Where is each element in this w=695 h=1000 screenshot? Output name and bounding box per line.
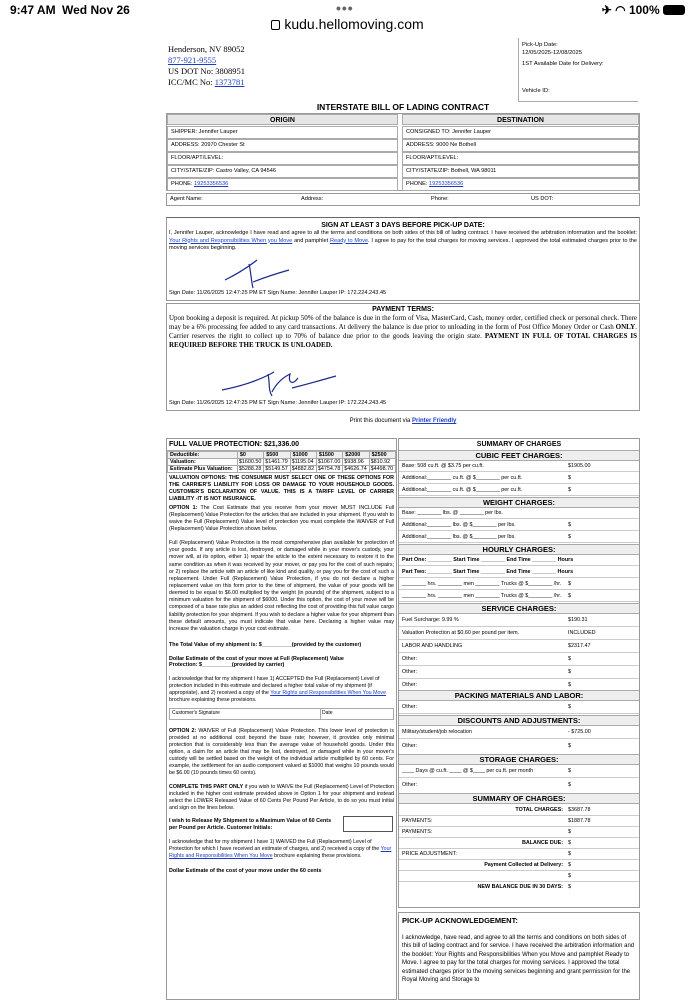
collected-row [399, 860, 639, 871]
service-value-3: $ [568, 656, 571, 662]
discount-row-1 [399, 741, 639, 753]
destination-phone-link[interactable]: 19253356536 [429, 181, 464, 187]
sign-line-2: Sign Date: 11/26/2025 12:47:25 PM ET Sign Name: Jennifer Lauper IP: 172.224.243.45 [169, 400, 387, 406]
company-iccmc-link[interactable]: 1373781 [214, 77, 245, 88]
new-balance-row [399, 882, 639, 893]
service-label-4: Other: [402, 669, 417, 675]
new-balance-value: $ [568, 884, 571, 890]
signature-2 [212, 364, 342, 402]
url-text: kudu.hellomoving.com [284, 16, 424, 32]
origin-address: ADDRESS: 20970 Chester St [167, 139, 398, 152]
summary2-rows [399, 804, 639, 900]
destination-consigned: CONSIGNED TO: Jennifer Lauper [402, 126, 639, 139]
company-address: Henderson, NV 89052 [168, 44, 245, 54]
fvp-h4: $1500 [316, 452, 342, 459]
discount-row-0 [399, 727, 639, 739]
signature-1 [217, 252, 307, 292]
packing-row-0 [399, 702, 639, 714]
discounts-rows [399, 726, 639, 754]
summary2-header: SUMMARY OF CHARGES: [399, 793, 639, 804]
sign-title: SIGN AT LEAST 3 DAYS BEFORE PICK-UP DATE: [321, 222, 485, 229]
origin-shipper: SHIPPER: Jennifer Lauper [167, 126, 398, 139]
pickup-ack-text: I acknowledge, have read, and agree to all the terms and conditions on both sides of this bill of lading contract and for service. I have received the arbitration information and the booklet: Your Rights and Responsibilities When you Move and pamphlet Ready to Move. I agree to pay for the total charges for moving services. I approved the total estimated charges prior to the moving services beginning and grant permission for the Royal Moving and Storage to [402, 935, 635, 983]
company-info [168, 38, 245, 88]
service-header: SERVICE CHARGES: [399, 603, 639, 614]
agent-phone: Phone: [431, 196, 449, 202]
fvp-e5: $4626.74 [343, 466, 369, 473]
ack-2-text-2: brochure explaining these provisions. [272, 852, 362, 859]
sign-section [166, 217, 640, 301]
blank-row [399, 871, 639, 882]
option-2 [167, 720, 396, 778]
price-adj-label: PRICE ADJUSTMENT: [402, 851, 457, 857]
option-1-label: OPTION 1: [169, 504, 198, 511]
fvp-v5: $938.96 [343, 459, 369, 466]
printer-friendly-link[interactable]: Printer Friendly [412, 418, 457, 424]
pickup-dates: 12/05/2025-12/08/2025 [522, 49, 582, 56]
payments-value-1: $ [568, 829, 571, 835]
service-value-4: $ [568, 669, 571, 675]
payment-title: PAYMENT TERMS: [372, 306, 434, 313]
fvp-table [167, 451, 396, 473]
origin-phone-cell [167, 178, 398, 191]
contract-title: INTERSTATE BILL OF LADING CONTRACT [316, 102, 490, 112]
service-row-0 [399, 615, 639, 627]
company-usdot: US DOT No: 3808951 [168, 66, 246, 77]
destination-address: ADDRESS: 9000 Ne Bothell [402, 139, 639, 152]
cubic-value-2: $ [568, 487, 571, 493]
cubic-row-2 [399, 485, 639, 496]
balance-label: BALANCE DUE: [521, 840, 563, 846]
status-date: Wed Nov 26 [62, 3, 130, 17]
service-row-3 [399, 654, 639, 666]
price-adj-value: $ [568, 851, 571, 857]
airplane-icon: ✈ [601, 3, 612, 17]
payments-label-0: PAYMENTS: [402, 818, 433, 824]
print-text: Print this document via [349, 418, 413, 424]
hourly-row-0 [399, 555, 639, 566]
rights-link-2[interactable]: Your Rights and Responsibilities When You Move [270, 690, 387, 697]
sign-text-3: . I agree to pay for the total charges for moving services. I approved the total estimated charges prior to the moving services beginning. [169, 237, 637, 252]
company-phone-link[interactable]: 877-921-9555 [168, 55, 217, 66]
battery-percent: 100% [628, 3, 660, 17]
weight-value-1: $ [568, 522, 571, 528]
fvp-h2: $500 [264, 452, 290, 459]
hourly-row-2 [399, 579, 639, 590]
weight-label-2: Additional:________ lbs. @ $________ per lbs. [402, 534, 516, 540]
fvp-e-label: Estimate Plus Valuation: [168, 466, 238, 473]
payments-value-0: $1887.78 [568, 818, 591, 824]
dollar-estimate-line: Dollar Estimate of the cost of your move at Full (Replacement) Value Protection: $__________(provided by carrier) [169, 655, 344, 668]
weight-label-0: Base: ________ lbs. @ ________ per lbs. [402, 510, 503, 516]
origin-phone-link[interactable]: 19253356536 [194, 181, 229, 187]
cubic-value-1: $ [568, 475, 571, 481]
weight-label-1: Additional:________ lbs. @ $________ per lbs. [402, 522, 516, 528]
destination-phone-label: PHONE: [406, 181, 428, 187]
fvp-h5: $2000 [343, 452, 369, 459]
ack-1-text: I acknowledge that for my shipment I have 1) ACCEPTED the Full (Replacement) Level of protection included in this estimate and declared a higher total value of my shipment (if appropriate), and 2) received a copy of the [169, 675, 380, 697]
summary-title: SUMMARY OF CHARGES [476, 441, 562, 448]
service-row-1 [399, 628, 639, 640]
complete-bold: COMPLETE THIS PART ONLY [169, 783, 244, 790]
hourly-label-0: Part One: ________ Start Time ________ End Time ________ Hours [402, 557, 574, 563]
battery-icon [663, 5, 685, 15]
service-label-2: LABOR AND HANDLING [402, 643, 463, 649]
service-value-0: $190.31 [568, 617, 588, 623]
ack-2-text: I acknowledge that for my shipment I have 1) WAIVED the Full (Replacement) Level of Protection for which I have received an estimate of charges, and 2) received a copy of the [169, 838, 381, 852]
hourly-value-3: $ [568, 593, 571, 599]
fvp-v2: $1461.79 [264, 459, 290, 466]
discount-label-1: Other: [402, 743, 417, 749]
storage-value-1: $ [568, 782, 571, 788]
new-balance-label: NEW BALANCE DUE IN 30 DAYS: [477, 884, 563, 890]
packing-value-0: $ [568, 704, 571, 710]
sign-text [167, 229, 639, 254]
payments-row-0 [399, 816, 639, 827]
fvp-h6: $2500 [369, 452, 395, 459]
fvp-v0: Valuation: [168, 459, 238, 466]
balance-row [399, 838, 639, 849]
weight-header: WEIGHT CHARGES: [399, 497, 639, 508]
agent-address: Address: [301, 196, 324, 202]
destination-floor: FLOOR/APT/LEVEL: [402, 152, 639, 165]
blank-value: $ [568, 873, 571, 879]
cubic-header: CUBIC FEET CHARGES: [399, 450, 639, 461]
hourly-row-3 [399, 591, 639, 602]
cubic-row-0 [399, 461, 639, 472]
packing-header: PACKING MATERIALS AND LABOR: [399, 690, 639, 701]
multitask-dots-icon[interactable]: ••• [336, 0, 354, 16]
packing-label-0: Other: [402, 704, 417, 710]
fvp-title: FULL VALUE PROTECTION: $21,336.00 [167, 439, 396, 451]
hourly-label-2: ________ hrs. ________ men ________ Trucks @ $________ /hr. [402, 581, 562, 587]
lock-icon [271, 20, 280, 30]
fvp-v6: $810.92 [369, 459, 395, 466]
weight-row-2 [399, 532, 639, 543]
total-label: TOTAL CHARGES: [515, 807, 563, 813]
storage-header: STORAGE CHARGES: [399, 754, 639, 765]
cubic-label-0: Base: 508 cu.ft. @ $3.75 per cu.ft. [402, 463, 484, 469]
print-line [166, 418, 640, 424]
summary-section [398, 438, 640, 908]
origin-title: ORIGIN [167, 114, 398, 125]
origin-floor: FLOOR/APT/LEVEL: [167, 152, 398, 165]
fvp-e4: $4754.78 [316, 466, 342, 473]
storage-label-1: Other: [402, 782, 417, 788]
rights-link-3[interactable]: Your Rights and Responsibilities When You Move [169, 845, 392, 859]
payment-section [166, 303, 640, 411]
complete-part [167, 778, 396, 813]
storage-value-0: $ [568, 768, 571, 774]
service-row-2 [399, 641, 639, 653]
ack-1 [167, 668, 396, 705]
fvp-h1: $0 [237, 452, 263, 459]
destination-phone-cell [402, 178, 639, 191]
sign-text-1: I, Jennifer Lauper, acknowledge I have read and agree to all the terms and conditions on both sides of this bill of lading contract. I have received the arbitration information and the booklet: [169, 230, 637, 236]
status-right [602, 3, 685, 17]
payment-text-2: . Carrier reserves the right to collect up to 70% of balance due prior to the goods leaving the origin state. [169, 323, 637, 341]
pickup-ack-title: PICK-UP ACKNOWLEDGEMENT: [402, 916, 518, 925]
fvp-v1: $1600.50 [237, 459, 263, 466]
payment-text-1: Upon booking a deposit is required. At pickup 50% of the balance is due in the form of Visa, MasterCard, Cash, money order, certified check or personal check. There may be a 6% processing fee added to any card transactions. At delivery the balance is due prior to unloading in the form of Post Office Money Order or Cash [169, 314, 637, 332]
agent-usdot: US DOT: [531, 196, 554, 202]
service-value-2: $2317.47 [568, 643, 591, 649]
origin-destination-table [166, 113, 640, 191]
service-label-5: Other: [402, 682, 417, 688]
service-value-5: $ [568, 682, 571, 688]
release-row [167, 812, 396, 833]
fvp-v4: $1067.00 [316, 459, 342, 466]
service-row-4 [399, 667, 639, 679]
storage-label-0: ____ Days @ cu.ft. ____ @ $____ per cu.ft. per month [402, 768, 534, 774]
agent-name: Agent Name: [170, 196, 203, 202]
payment-bold: PAYMENT IN FULL OF TOTAL CHARGES IS REQUIRED BEFORE THE TRUCK IS UNLOADED. [169, 332, 637, 350]
fvp-e1: $5288.28 [237, 466, 263, 473]
destination-title: DESTINATION [402, 114, 639, 125]
cubic-label-1: Additional:________ cu.ft. @ $________ per cu.ft. [402, 475, 523, 481]
service-rows [399, 614, 639, 690]
hourly-value-2: $ [568, 581, 571, 587]
service-row-5 [399, 680, 639, 692]
payment-text [167, 313, 639, 351]
weight-rows [399, 508, 639, 544]
balance-value: $ [568, 840, 571, 846]
price-adj-row [399, 849, 639, 860]
company-iccmc-label: ICC/MC No: [168, 77, 213, 88]
first-available-label: 1ST Available Date for Delivery: [522, 60, 604, 67]
payments-label-1: PAYMENTS: [402, 829, 433, 835]
discount-value-1: $ [568, 743, 571, 749]
url-bar[interactable] [0, 16, 695, 38]
valuation-options: VALUATION OPTIONS: THE CONSUMER MUST SELECT ONE OF THESE OPTIONS FOR THE CARRIER'S LIABILITY FOR LOSS OR DAMAGE TO YOUR HOUSEHOLD GOODS. CUSTOMER'S DECLARATION OF VALUE. THIS IS A TARIFF LEVEL OF CARRIER LIABILITY -IT IS NOT INSURANCE. [169, 475, 394, 503]
service-label-0: Fuel Surcharge: 9.99 % [402, 617, 459, 623]
packing-rows [399, 701, 639, 715]
payments-row-1 [399, 827, 639, 838]
storage-rows [399, 765, 639, 793]
service-label-1: Valuation Protection at $0.60 per pound per item. [402, 630, 520, 636]
total-value-line: The Total Value of my shipment is: $__________(provided by the customer) [169, 641, 362, 648]
agent-row [166, 193, 640, 206]
cubic-value-0: $1905.00 [568, 463, 591, 469]
option-1-text: The Cost Estimate that you receive from your mover MUST INCLUDE Full (Replacement) Value Protection for the articles that are included in your shipment. If you wish to waive the Full (Replacement) Value level of protection you must complete the WAIVER of Full (Replacement) Value Protection shown below. [169, 504, 394, 532]
release-text: I wish to Release My Shipment to a Maximum Value of 60 Cents per Pound per Article. Customer Initials: [169, 818, 332, 832]
fvp-e3: $4882.82 [290, 466, 316, 473]
collected-label: Payment Collected at Delivery: [484, 862, 563, 868]
storage-row-1 [399, 780, 639, 792]
ready-to-move-link[interactable]: Ready to Move [329, 237, 369, 244]
fvp-e6: $4498.70 [369, 466, 395, 473]
pickup-label: Pick-Up Date: [522, 42, 558, 48]
sign-line-1: Sign Date: 11/26/2025 12:47:25 PM ET Sign Name: Jennifer Lauper IP: 172.224.243.45 [169, 290, 387, 296]
option-2-text: WAIVER of Full (Replacement) Value Protection. This lower level of protection is provided at no additional cost beyond the base rate; however, it provides only minimal protection that is considerably less than the average value of household goods. Under this option, a claim for an article that may be lost, destroyed, or damaged while in your mover's custody will be settled based on the weight of the individual article multiplied by 60 cents. For example, the settlement for an audio component valued at $1000 that weighs 10 pounds would be $6.00 (10 pounds times 60 cents). [169, 727, 394, 777]
dollar-estimate-2: Dollar Estimate of the cost of your move under the 60 cents [169, 868, 322, 875]
weight-row-0 [399, 508, 639, 519]
fvp-h0: Deductible: [168, 452, 238, 459]
complete-text: if you wish to WAIVE the Full (Replacement) Level of Protection included in the higher cost estimate provided above in Option 1 for your shipment and instead select the LOWER Released Value of 60 Cents Per Pound Per Article, to do so you must initial and sign on the lines below. [169, 783, 395, 811]
collected-value: $ [568, 862, 571, 868]
status-time: 9:47 AM [10, 3, 56, 17]
sign-text-2: and pamphlet [292, 237, 330, 244]
storage-row-0 [399, 766, 639, 778]
option-2-label: OPTION 2: [169, 727, 197, 734]
service-label-3: Other: [402, 656, 417, 662]
total-row [399, 805, 639, 816]
fvp-section [166, 438, 397, 1000]
service-value-1: INCLUDED [568, 630, 596, 636]
customer-signature-label: Customer's Signature [172, 709, 220, 716]
cubic-row-1 [399, 473, 639, 484]
destination-city: CITY/STATE/ZIP: Bothell, WA 98011 [402, 165, 639, 178]
payment-only: ONLY [615, 323, 636, 332]
hourly-row-1 [399, 567, 639, 578]
discount-value-0: - $725.00 [568, 729, 591, 735]
cubic-label-2: Additional:________ cu.ft. @ $________ per cu.ft. [402, 487, 523, 493]
fvp-v3: $1195.04 [290, 459, 316, 466]
signature-date-label: Date [322, 709, 333, 716]
discount-label-0: Military/student/job relocation [402, 729, 472, 735]
hourly-label-3: ________ hrs. ________ men ________ Trucks @ $________ /hr. [402, 593, 562, 599]
hourly-rows [399, 555, 639, 603]
vehicle-id: Vehicle ID: [518, 86, 638, 100]
ack-1-text-2: brochure explaining these provisions. [169, 697, 257, 704]
ack-2 [167, 833, 396, 860]
discounts-header: DISCOUNTS AND ADJUSTMENTS: [399, 715, 639, 726]
full-value-text: Full (Replacement) Value Protection is the most comprehensive plan available for protection of your goods. If any article is lost, destroyed, or damaged while in your mover's custody, your mover will, at its option, either 1) repair the article to the extent necessary to restore it to the same condition as when it was received by your mover, or pay you for the cost of such repairs; or 2) replace the article with an article of like kind and quality, or pay you for the cost of such a replacement. Under Full (Replacement) Value Protection, if you do not declare a higher replacement value on this form prior to the time of shipment, the value of your goods will be deemed to be equal to $6.00 multiplied by the weight (in pounds) of the shipment, subject to a minimum valuation for the shipment of $6000. Under this option, the cost of your move will be composed of a base rate plus an added cost reflecting the cost of providing this full value cargo liability protection for your shipment. If you wish to declare a higher value for your shipment than these default amounts, you must indicate that value here. Declaring a higher value may increase the valuation charge in your cost estimate. [169, 540, 394, 632]
weight-value-2: $ [568, 534, 571, 540]
customer-signature-box[interactable] [169, 708, 394, 720]
weight-row-1 [399, 520, 639, 531]
total-value: $3687.78 [568, 807, 591, 813]
rights-link-1[interactable]: Your Rights and Responsibilities When you Move [169, 237, 293, 244]
origin-phone-label: PHONE: [171, 181, 193, 187]
fvp-h3: $1000 [290, 452, 316, 459]
sig-divider [320, 709, 321, 720]
hourly-label-1: Part Two: ________ Start Time ________ End Time ________ Hours [402, 569, 574, 575]
wifi-icon: ◠ [615, 3, 626, 17]
origin-city: CITY/STATE/ZIP: Castro Valley, CA 94546 [167, 165, 398, 178]
fvp-e2: $5149.57 [264, 466, 290, 473]
option-1 [167, 504, 396, 535]
customer-initials-box[interactable] [343, 816, 393, 832]
hourly-header: HOURLY CHARGES: [399, 544, 639, 555]
pickup-ack-section [398, 912, 640, 1000]
cubic-rows [399, 461, 639, 497]
